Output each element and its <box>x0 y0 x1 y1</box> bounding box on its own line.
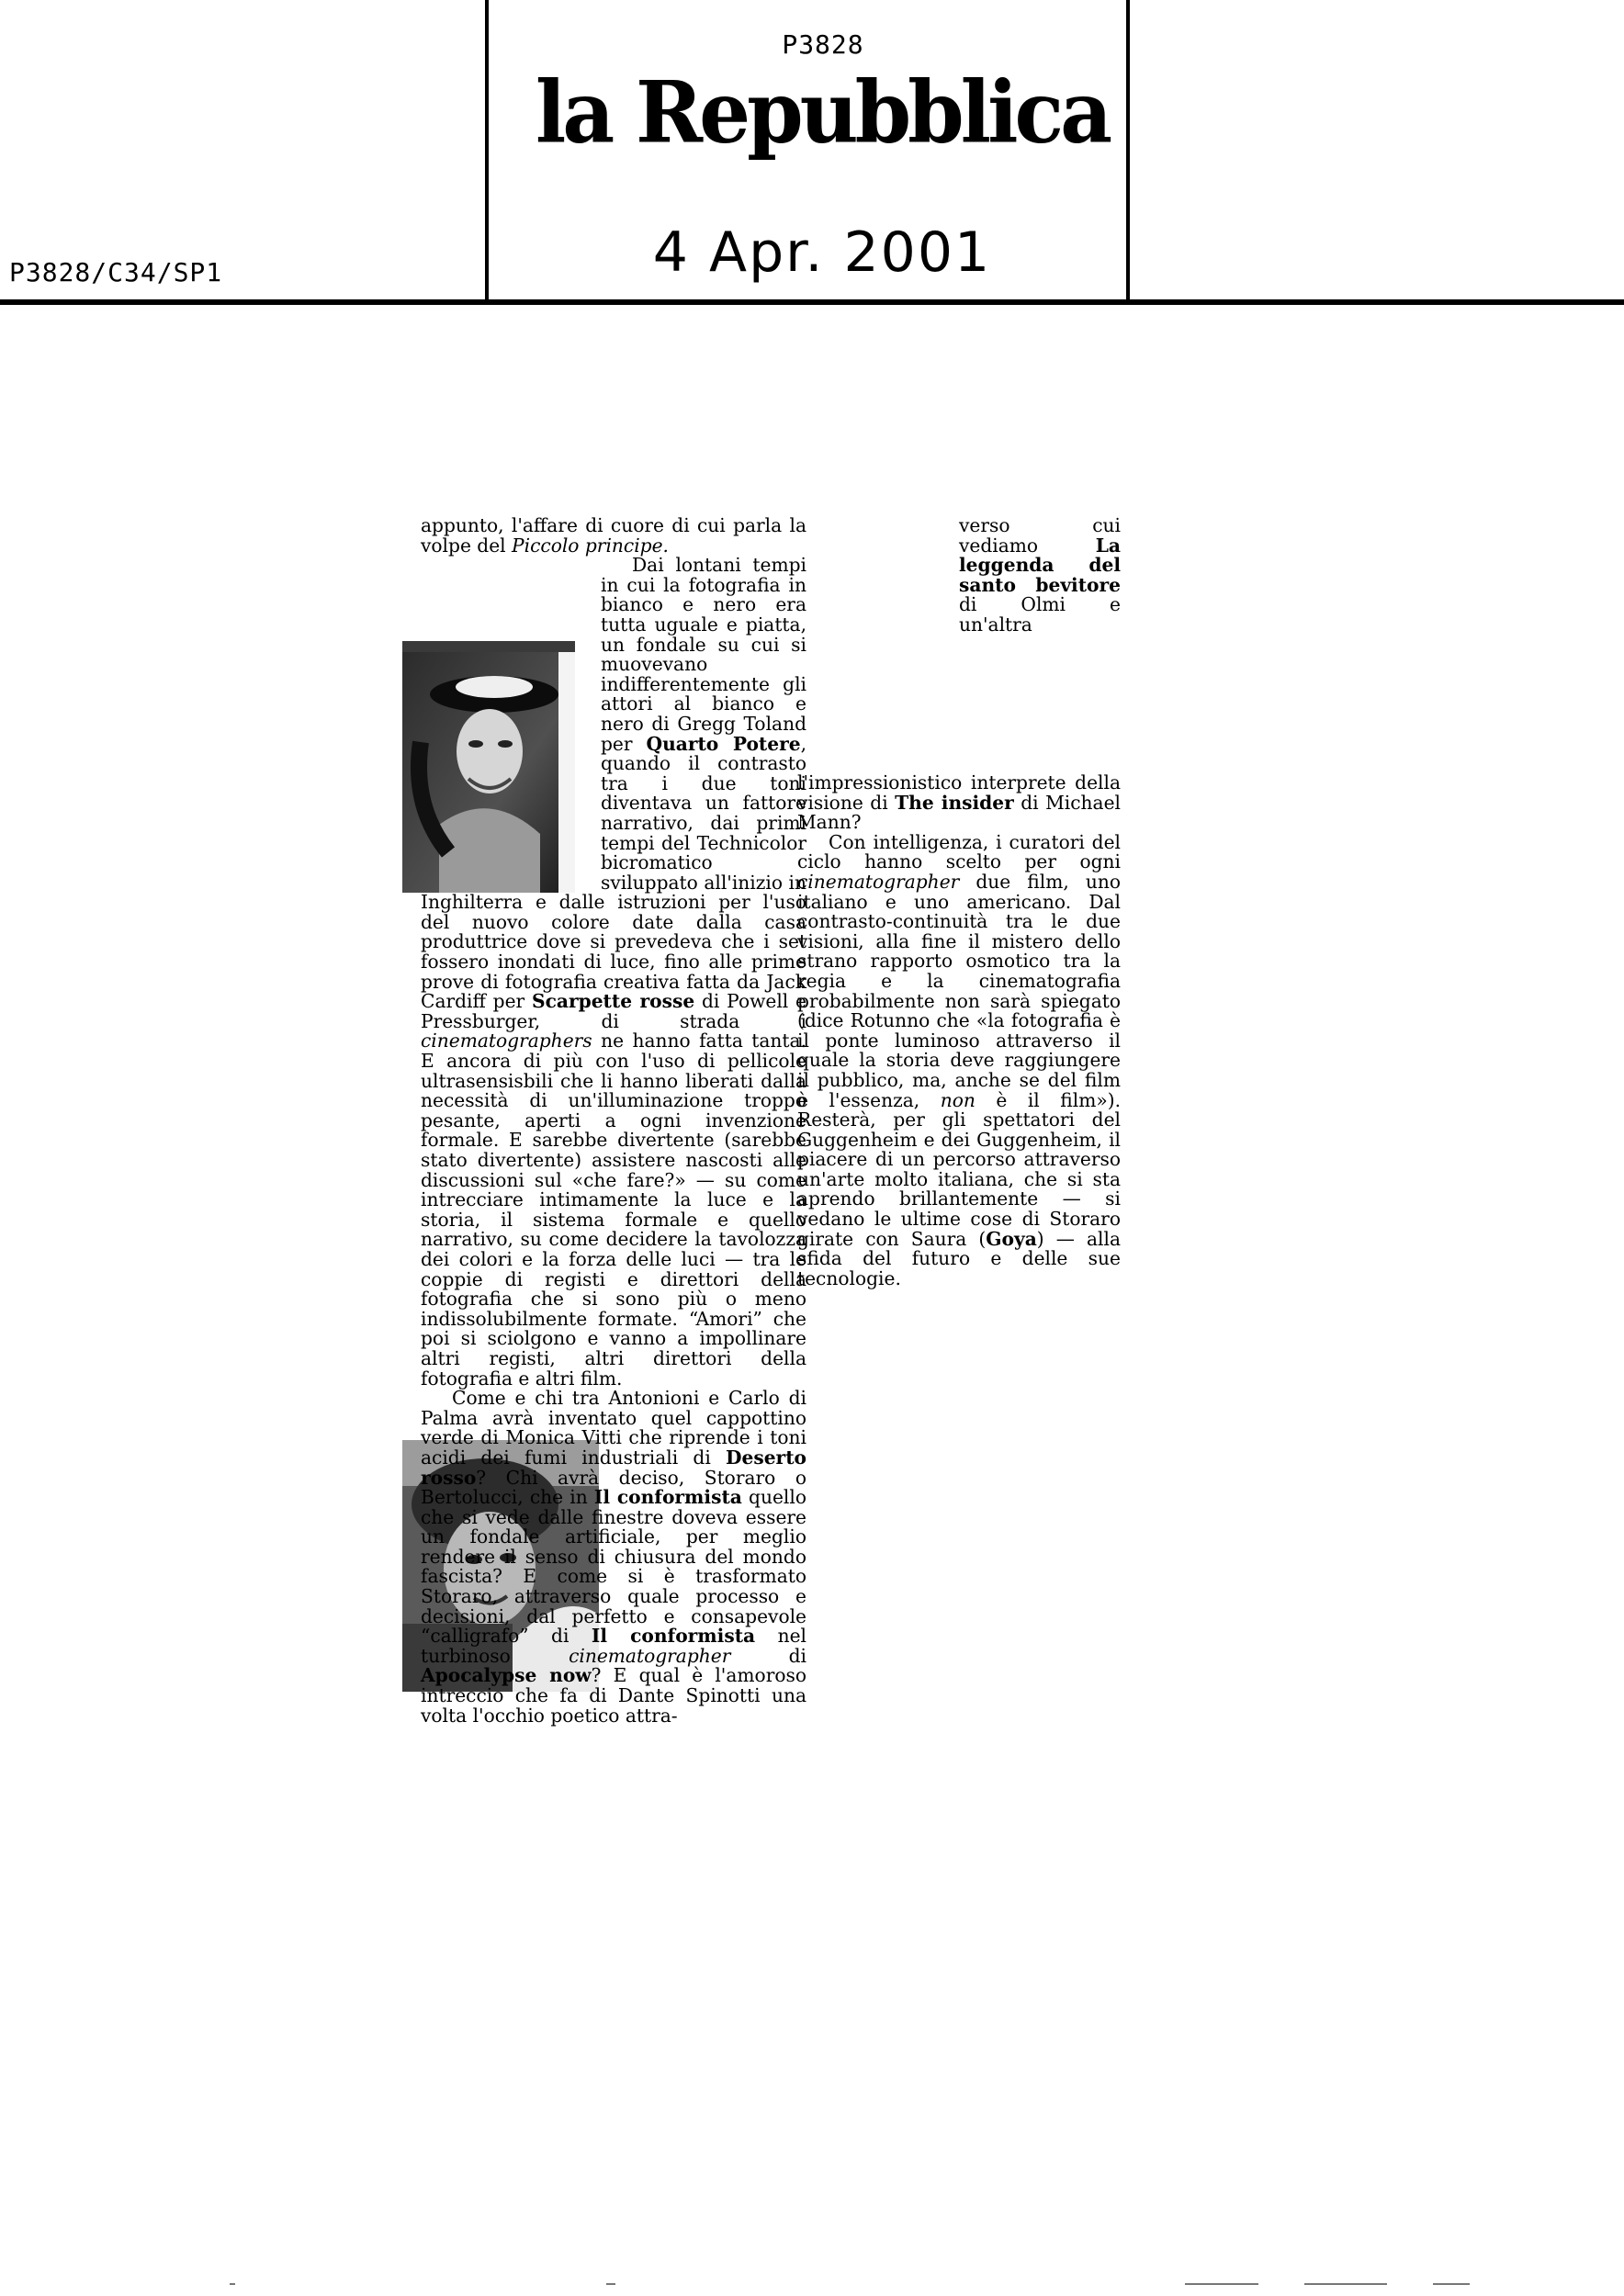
paragraph-1: appunto, l'affare di cuore di cui parla la volpe del Piccolo principe. <box>421 514 806 557</box>
archive-code-left: P3828/C34/SP1 <box>9 257 223 287</box>
scan-noise-marks <box>0 2281 1624 2287</box>
paragraph-2: Dai lontani tempi in cui la fotografia in bianco e nero era tutta uguale e piatta, un fondale su cui si muovevano indifferentemente gli attori al bianco e nero di Gregg Toland per Quarto Potere, quando il contrasto tra i due toni diventava un fattore narrativo, dai primi tempi del Technicolor bicromatico sviluppato all'inizio in Inghilterra e dalle istruzioni per l'uso del nuovo colore date dalla casa produttrice dove si prevedeva che i set fossero inondati di luce, fino alle prime prove di fotografia creativa fatta da Jack Cardiff per Scarpette rosse di Powell e Pressburger, di strada i cinematographers ne hanno fatta tanta. E ancora di più con l'uso di pellicole ultrasensisbili che li hanno liberati dalla necessità di un'illuminazione troppo pesante, aperti a ogni invenzione formale. E sarebbe divertente (sarebbe stato divertente) assistere nascosti alle discussioni sul «che fare?» — su come intrecciare intimamente la luce e la storia, il sistema formale e quello narrativo, su come decidere la tavolozza dei colori e la forza delle luci — tra le coppie di registi e direttori della fotografia che si sono più o meno indissolubilmente formate. “Amori” che poi si sciolgono e vanno a impollinare altri registi, altri direttori della fotografia e altri film. <box>421 554 807 1390</box>
column-2-notch <box>797 516 959 773</box>
article-column-2 <box>797 516 1121 1289</box>
paragraph-4: verso cui vediamo La leggenda del santo bevitore di Olmi e un'altra l'impressionistico interprete della visione di The insider di Michael Mann? <box>797 514 1121 834</box>
photo-1-float <box>421 614 601 873</box>
article-column-1 <box>421 516 806 1726</box>
header-rule <box>0 299 1624 305</box>
publication-date: 4 Apr. 2001 <box>652 220 992 285</box>
archive-code-top: P3828 <box>782 29 864 60</box>
paragraph-5: Con intelligenza, i curatori del ciclo hanno scelto per ogni cinematographer due film, uno italiano e uno americano. Dal contrasto-continuità tra le due visioni, alla fine il mistero dello strano rapporto osmotico tra la regia e la cinematografia probabilmente non sarà spiegato (dice Rotunno che «la fotografia è il ponte luminoso attraverso il quale la storia deve raggiungere il pubblico, ma, anche se del film è l'essenza, non è il film»). Resterà, per gli spettatori del Guggenheim e dei Guggenheim, il piacere di un percorso attraverso un'arte molto italiana, che si sta aprendo brillantemente — si vedano le ultime cose di Storaro girate con Saura (Goya) — alla sfida del futuro e delle sue tecnologie. <box>797 830 1121 1289</box>
header-divider-left <box>485 0 489 305</box>
newspaper-masthead: la Repubblica <box>535 62 1110 163</box>
paragraph-3: Come e chi tra Antonioni e Carlo di Palma avrà inventato quel cappottino verde di Monica Vitti che riprende i toni acidi dei fumi industriali di Deserto rosso? Chi avrà deciso, Storaro o Bertolucci, che in Il conformista quello che si vede dalle finestre doveva essere un fondale artificiale, per meglio rendere il senso di chiusura del mondo fascista? E come si è trasformato Storaro, attraverso quale processo e decisioni, dal perfetto e consapevole “calligrafo” di Il conformista nel turbinoso cinematographer di Apocalypse now? E qual è l'amoroso intreccio che fa di Dante Spinotti una volta l'occhio poetico attra- <box>421 1387 807 1727</box>
